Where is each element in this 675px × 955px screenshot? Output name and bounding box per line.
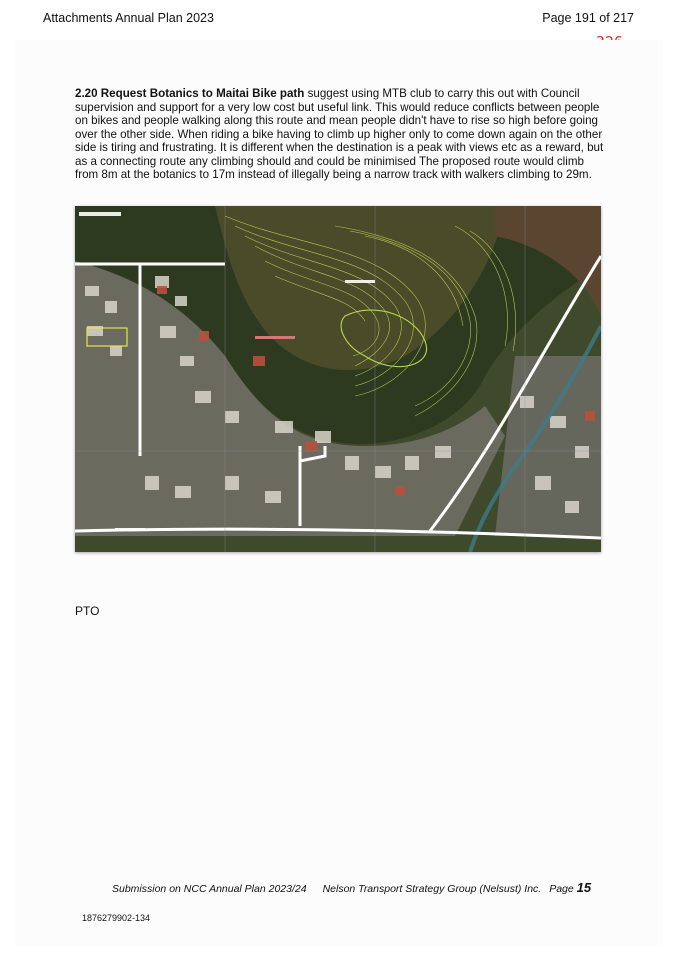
page-counter: Page 191 of 217 [542,11,634,25]
footer-page-label: Page [549,883,574,895]
footer-page-number: 15 [576,880,592,895]
request-text: suggest using MTB club to carry this out with Council supervision and support for a very low cost but useful link. This would reduce conflicts between people on bikes and people walking along this route and mean people didn't have to rise so high before going over the other side. When riding a bike having to climb up higher only to come down again on the other side is tiring and frustrating. It is different when the destination is a peak with views etc as a reward, but as a connecting route any climbing should and could be minimised The proposed route would climb from 8m at the botanics to 17m instead of illegally being a narrow track with walkers climbing to 29m. [75,87,604,181]
aerial-map-image [75,206,601,552]
header-title: Attachments Annual Plan 2023 [43,11,214,25]
footer [112,880,591,895]
pto-note: PTO [75,604,100,618]
footer-org: Nelson Transport Strategy Group (Nelsust) Inc. [322,883,542,895]
document-id: 1876279902-134 [82,913,151,923]
aerial-map [75,206,601,552]
request-heading: 2.20 Request Botanics to Maitai Bike path [75,87,305,100]
request-paragraph [75,87,607,182]
footer-submission: Submission on NCC Annual Plan 2023/24 [112,883,307,895]
